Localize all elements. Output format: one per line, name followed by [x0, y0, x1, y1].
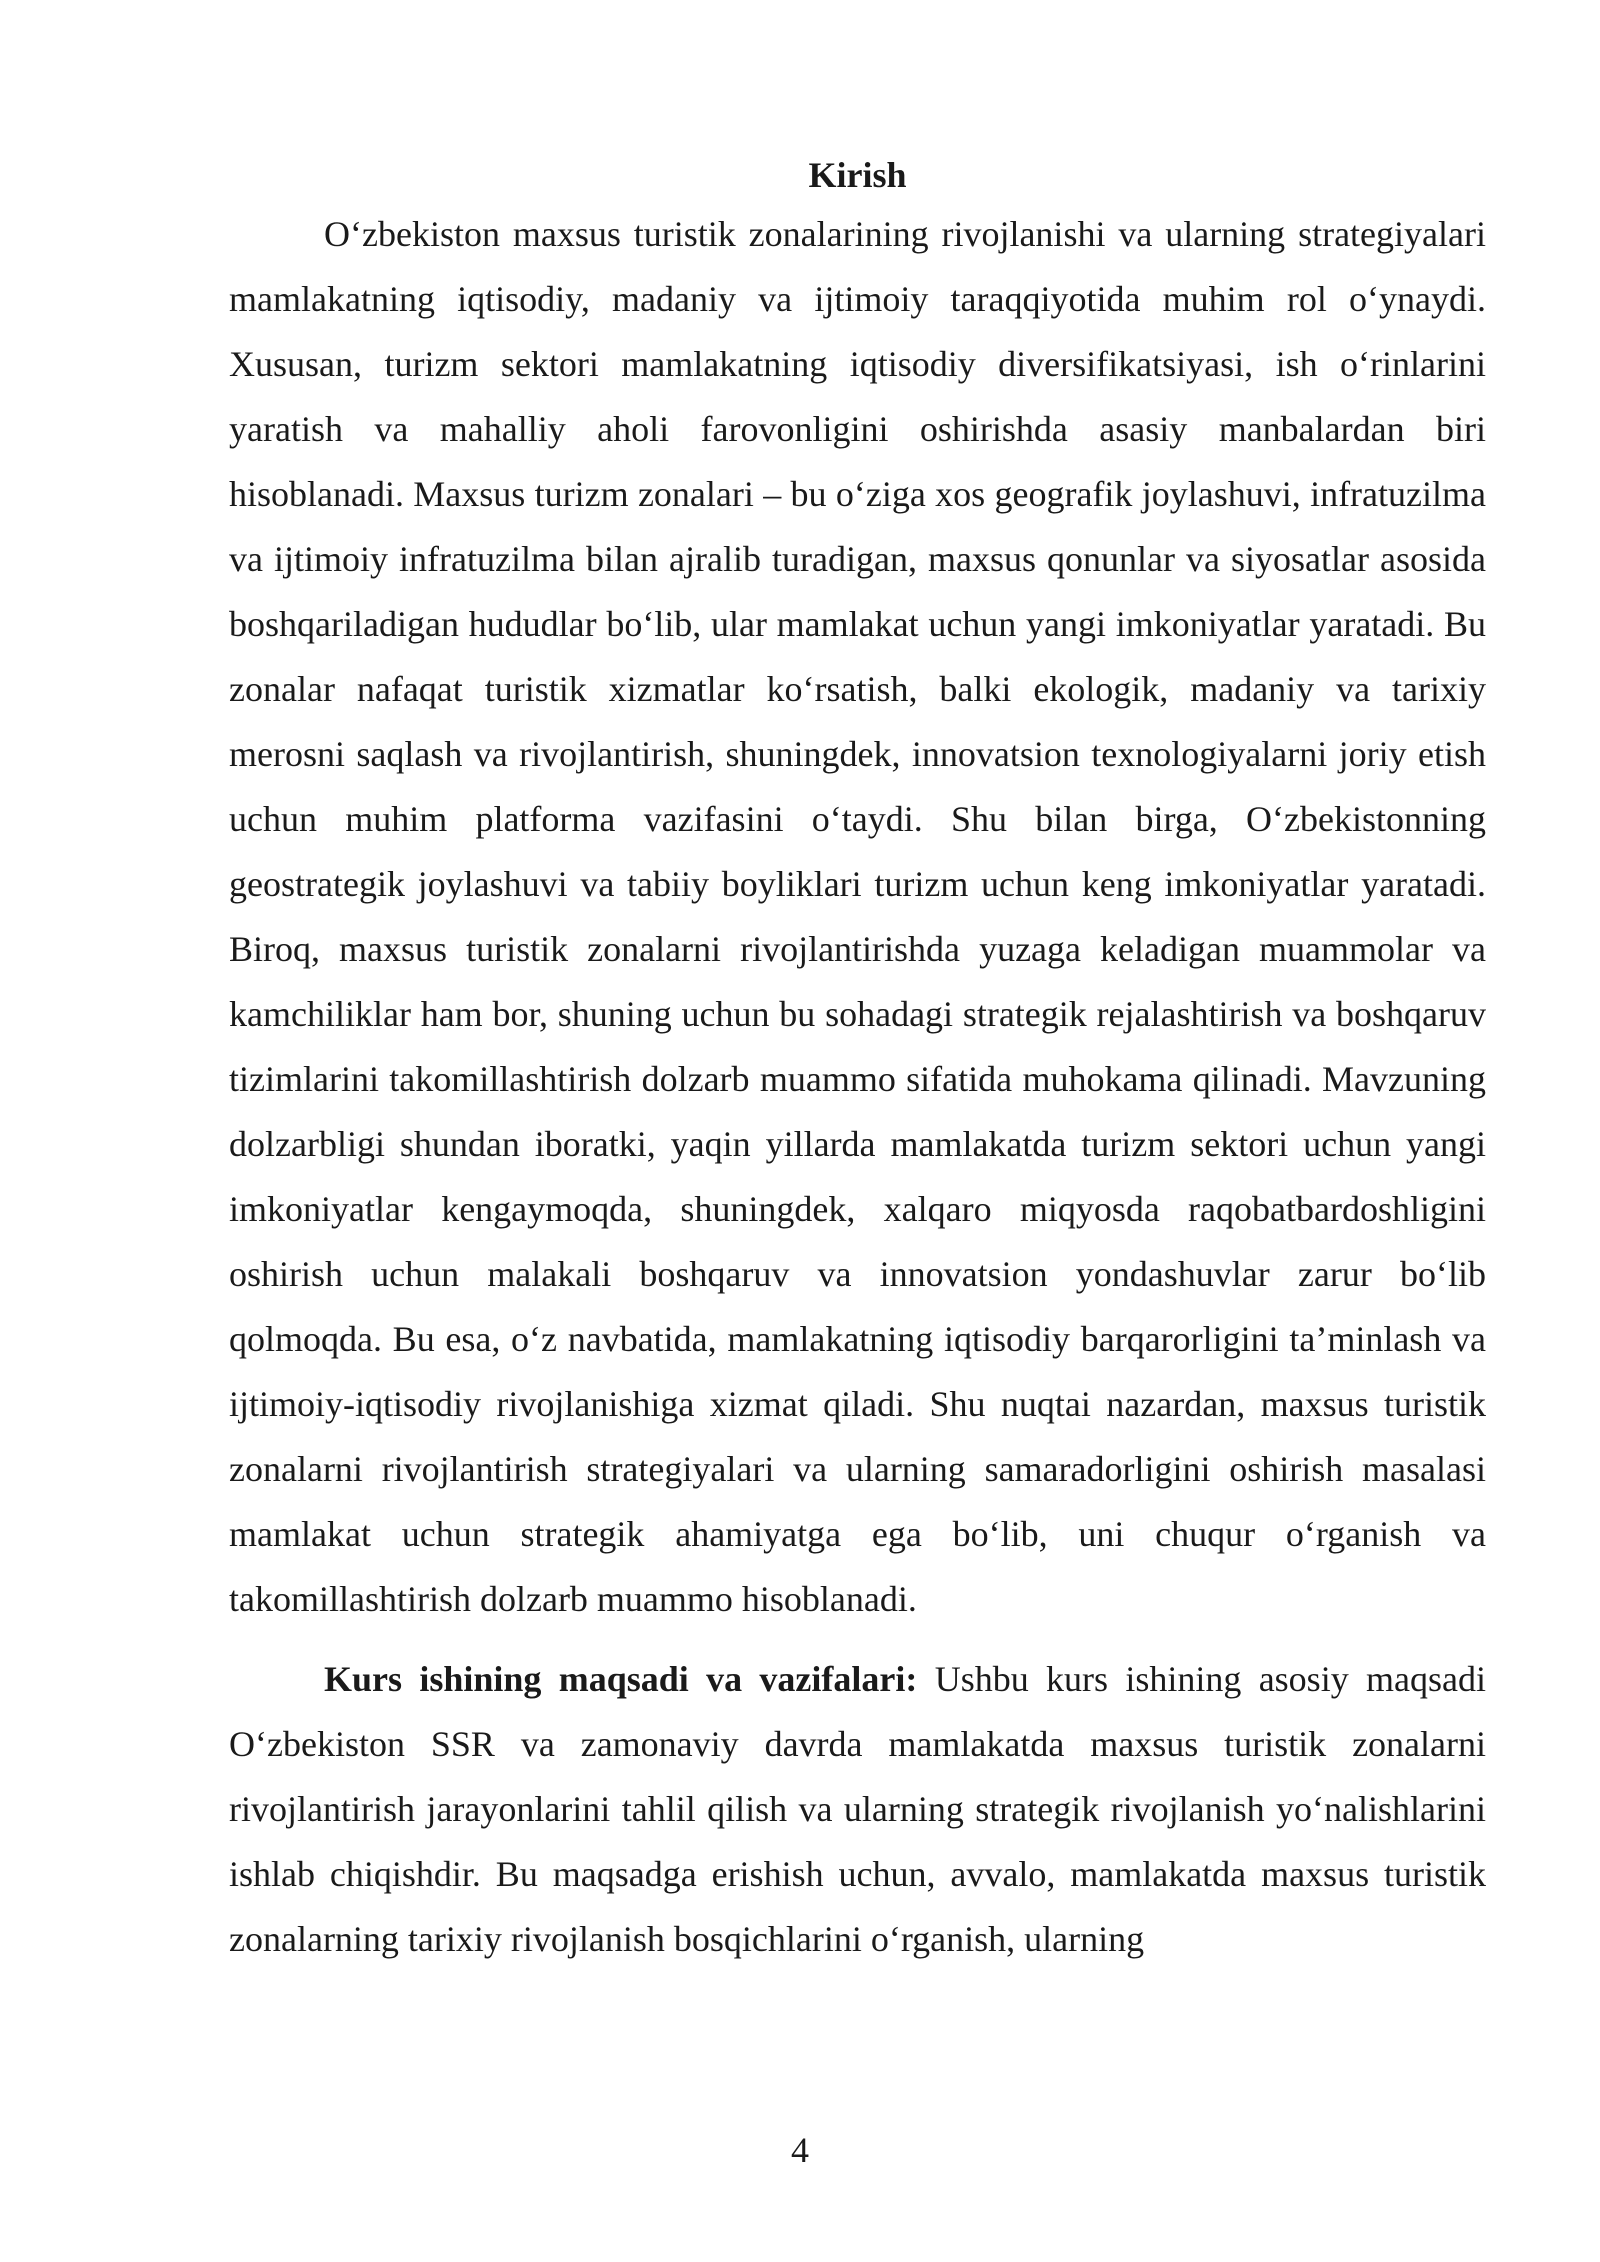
intro-paragraph	[229, 202, 1486, 1632]
goals-paragraph	[229, 1647, 1486, 1972]
goals-paragraph-lead: Kurs ishining maqsadi va vazifalari:	[324, 1659, 918, 1699]
intro-paragraph-text: O‘zbekiston maxsus turistik zonalarining rivojlanishi va ularning strategiyalari mamlakatning iqtisodiy, madaniy va ijtimoiy taraqqiyotida muhim rol o‘ynaydi. Xususan, turizm sektori mamlakatning iqtisodiy diversifikatsiyasi, ish o‘rinlarini yaratish va mahalliy aholi farovonligini oshirishda asasiy manbalardan biri hisoblanadi. Maxsus turizm zonalari – bu o‘ziga xos geografik joylashuvi, infratuzilma va ijtimoiy infratuzilma bilan ajralib turadigan, maxsus qonunlar va siyosatlar asosida boshqariladigan hududlar bo‘lib, ular mamlakat uchun yangi imkoniyatlar yaratadi. Bu zonalar nafaqat turistik xizmatlar ko‘rsatish, balki ekologik, madaniy va tarixiy merosni saqlash va rivojlantirish, shuningdek, innovatsion texnologiyalarni joriy etish uchun muhim platforma vazifasini o‘taydi. Shu bilan birga, O‘zbekistonning geostrategik joylashuvi va tabiiy boyliklari turizm uchun keng imkoniyatlar yaratadi. Biroq, maxsus turistik zonalarni rivojlantirishda yuzaga keladigan muammolar va kamchiliklar ham bor, shuning uchun bu sohadagi strategik rejalashtirish va boshqaruv tizimlarini takomillashtirish dolzarb muammo sifatida muhokama qilinadi. Mavzuning dolzarbligi shundan iboratki, yaqin yillarda mamlakatda turizm sektori uchun yangi imkoniyatlar kengaymoqda, shuningdek, xalqaro miqyosda raqobatbardoshligini oshirish uchun malakali boshqaruv va innovatsion yondashuvlar zarur bo‘lib qolmoqda. Bu esa, o‘z navbatida, mamlakatning iqtisodiy barqarorligini ta’minlash va ijtimoiy-iqtisodiy rivojlanishiga xizmat qiladi. Shu nuqtai nazardan, maxsus turistik zonalarni rivojlantirish strategiyalari va ularning samaradorligini oshirish masalasi mamlakat uchun strategik ahamiyatga ega bo‘lib, uni chuqur o‘rganish va takomillashtirish dolzarb muammo hisoblanadi.	[229, 214, 1486, 1619]
page-number: 4	[791, 2130, 809, 2170]
page-content	[229, 148, 1486, 1972]
section-heading: Kirish	[808, 155, 907, 195]
goals-paragraph-text: Ushbu kurs ishining asosiy maqsadi O‘zbekiston SSR va zamonaviy davrda mamlakatda maxsus turistik zonalarni rivojlantirish jarayonlarini tahlil qilish va ularning strategik rivojlanish yo‘nalishlarini ishlab chiqishdir. Bu maqsadga erishish uchun, avvalo, mamlakatda maxsus turistik zonalarning tarixiy rivojlanish bosqichlarini o‘rganish, ularning	[229, 1659, 1486, 1959]
